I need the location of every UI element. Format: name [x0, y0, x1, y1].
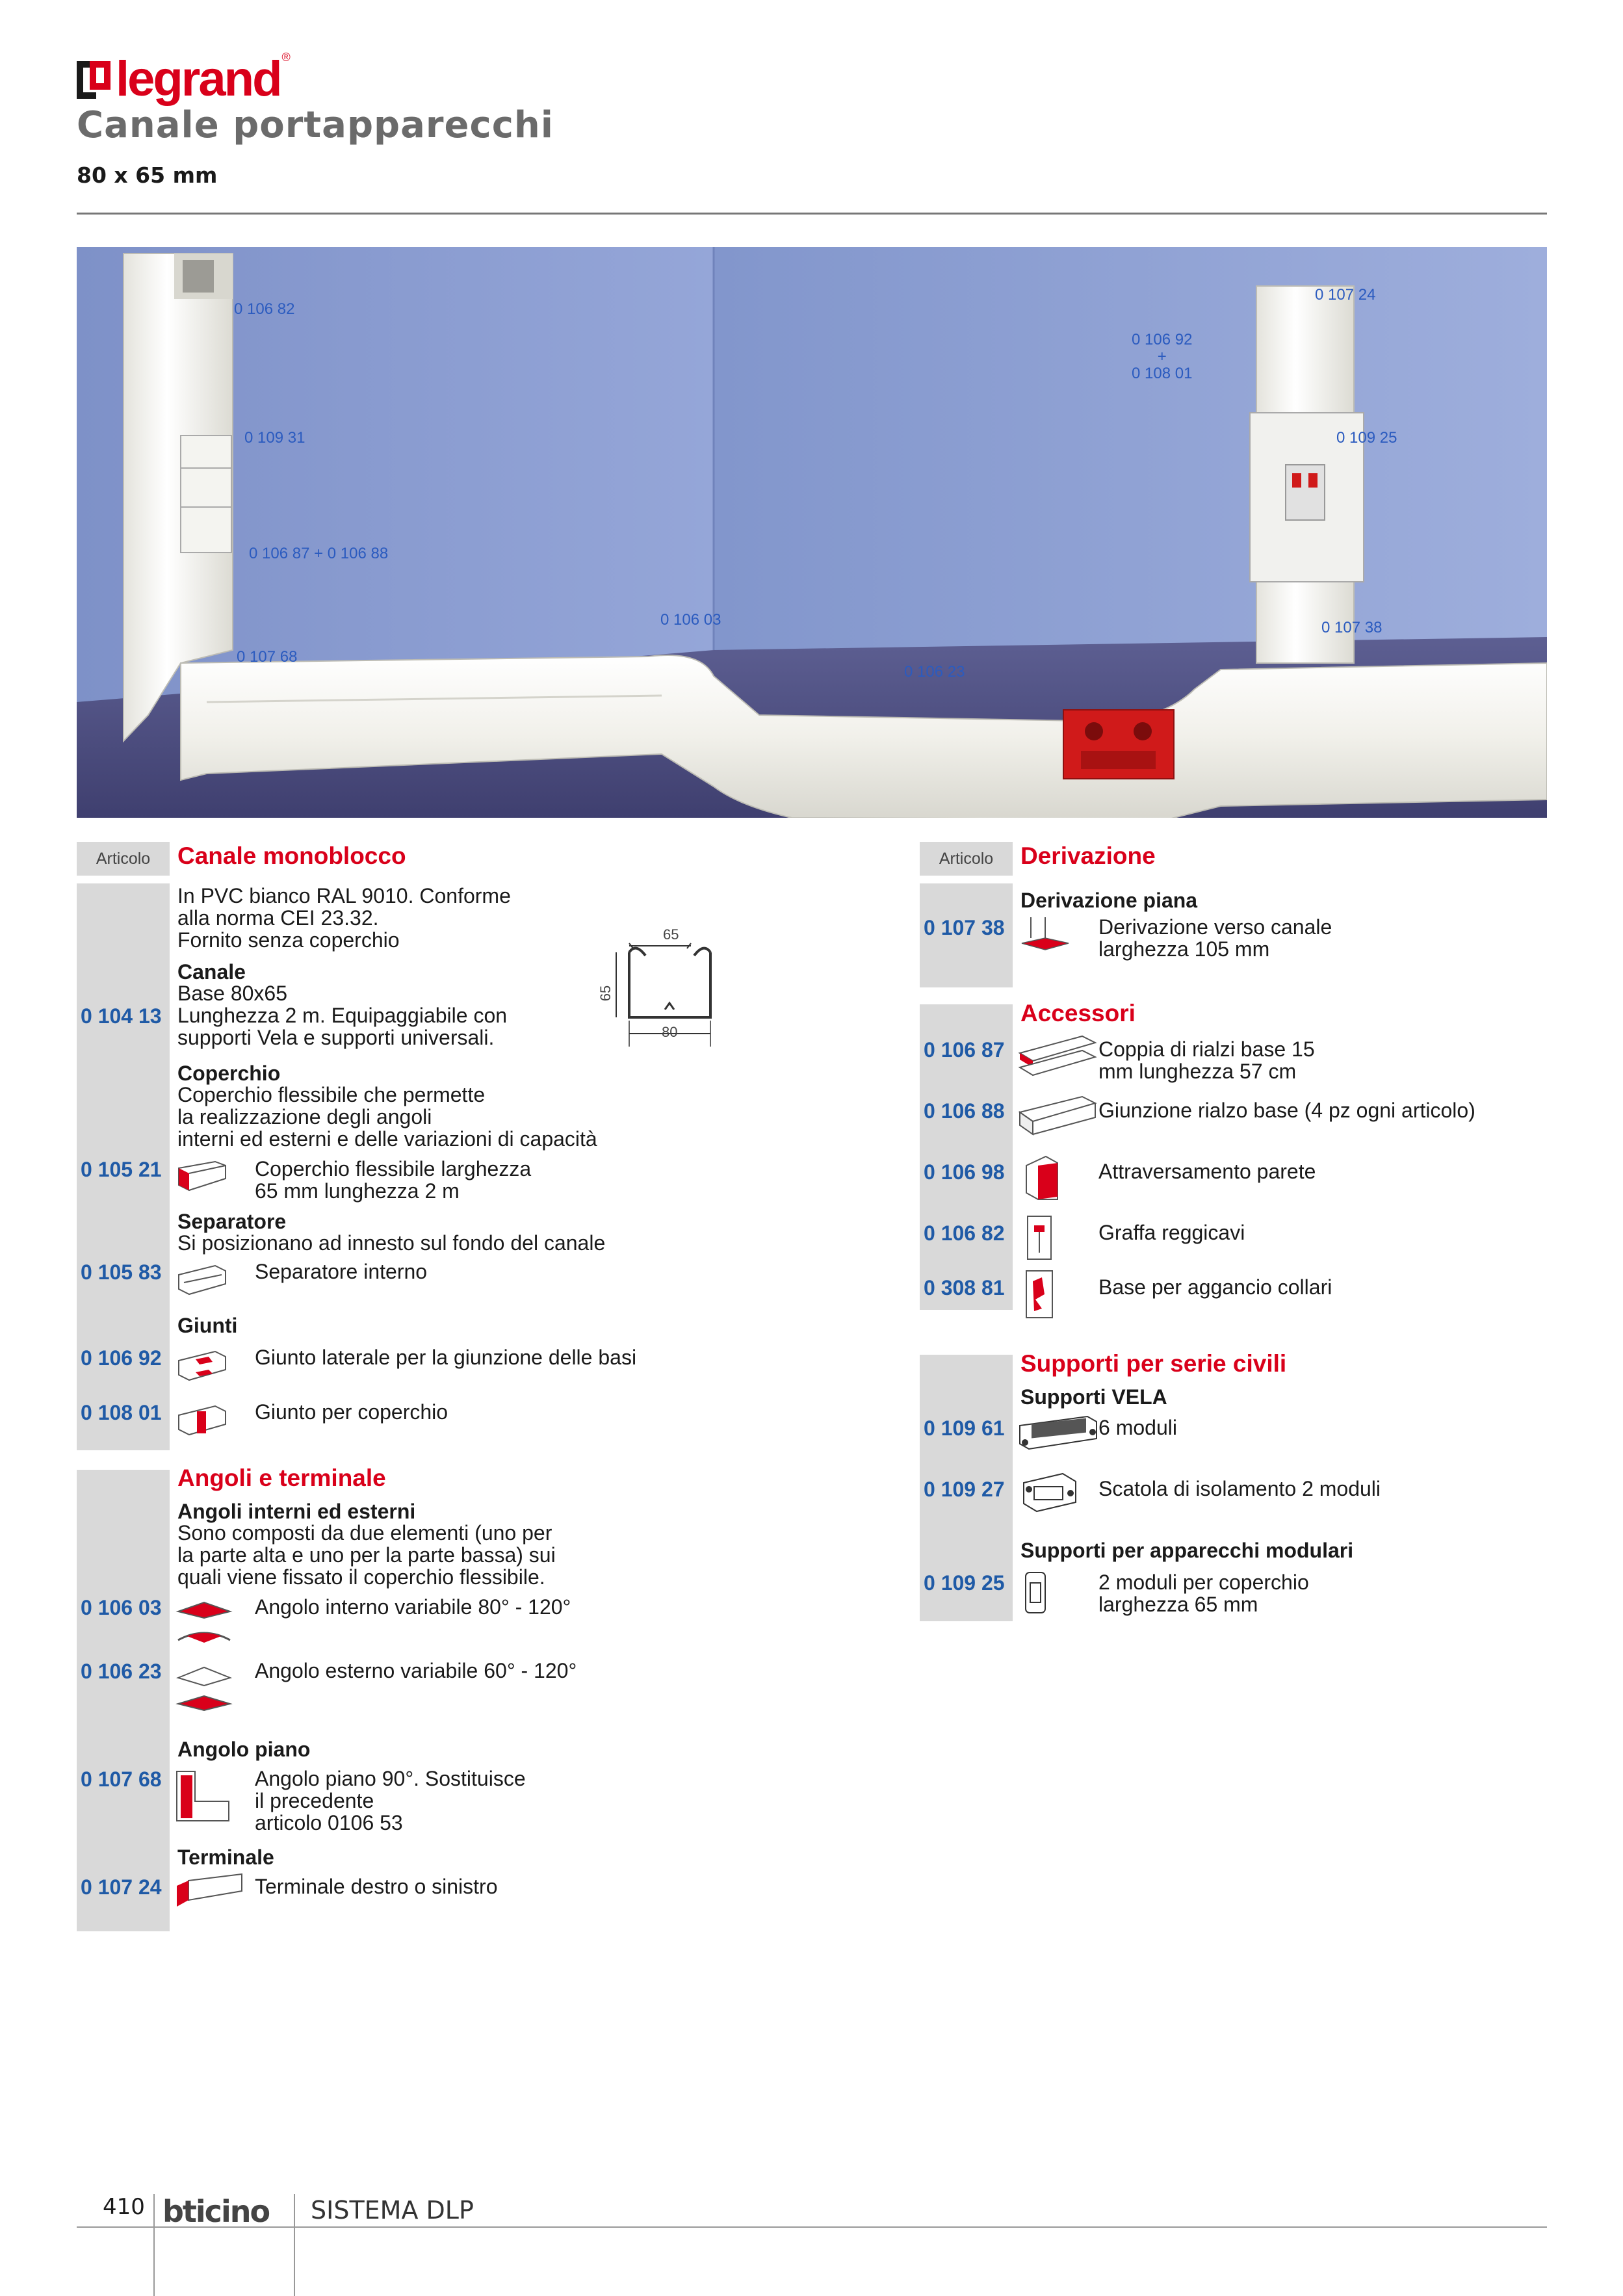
internal-corner-icon	[174, 1597, 236, 1649]
bticino-logo: bticino	[162, 2194, 270, 2229]
article-code: 0 105 21	[81, 1158, 162, 1181]
brand-name: legrand	[116, 51, 281, 107]
scene-label-stack: 0 106 92 + 0 108 01	[1132, 331, 1193, 382]
acc-item: Attraversamento parete	[1098, 1160, 1316, 1183]
article-code: 0 109 25	[924, 1571, 1005, 1595]
article-code: 0 106 87	[924, 1038, 1005, 1062]
giunti-item: Giunto laterale per la giunzione delle basi	[255, 1346, 637, 1369]
acc-item: Base per aggancio collari	[1098, 1275, 1332, 1299]
angoli-heading: Angoli interni ed esterni	[177, 1500, 416, 1523]
article-header: Articolo	[77, 842, 170, 876]
scene-label: 0 106 03	[660, 611, 721, 629]
external-corner-icon	[174, 1661, 236, 1713]
separator-icon	[176, 1262, 228, 1298]
footer-rule	[77, 2226, 1547, 2228]
acc-item: Giunzione rialzo base (4 pz ogni articolo)	[1098, 1099, 1475, 1122]
article-code: 0 107 38	[924, 916, 1005, 939]
terminale-item: Terminale destro o sinistro	[255, 1875, 498, 1898]
article-code: 0 106 98	[924, 1160, 1005, 1184]
der-desc: Derivazione verso canale larghezza 105 mm	[1098, 915, 1332, 961]
modular-support-icon	[1020, 1569, 1053, 1617]
piano-desc: Angolo piano 90°. Sostituisce il precedente articolo 0106 53	[255, 1767, 526, 1834]
der-heading: Derivazione piana	[1020, 889, 1198, 912]
canale-sub: Base 80x65	[177, 982, 288, 1005]
system-name: SISTEMA DLP	[311, 2196, 474, 2224]
section-title: Derivazione	[1020, 842, 1156, 869]
dim-base: 80	[662, 1024, 678, 1040]
page-title: Canale portapparecchi	[77, 104, 554, 146]
sup-item: Scatola di isolamento 2 moduli	[1098, 1477, 1381, 1500]
end-cap-icon	[174, 1873, 246, 1912]
legrand-logo	[77, 46, 291, 107]
vela-heading: Supporti VELA	[1020, 1385, 1167, 1409]
sup-item: 6 moduli	[1098, 1416, 1177, 1439]
coperchio-desc: Coperchio flessibile che permette la realizzazione degli angoli interni ed esterni e delle variazioni di capacità	[177, 1083, 597, 1151]
cover-joint-icon	[176, 1402, 228, 1441]
article-code: 0 308 81	[924, 1276, 1005, 1299]
angoli-desc: Sono composti da due elementi (uno per la parte alta e uno per la parte bassa) sui quali viene fissato il coperchio flessibile.	[177, 1521, 556, 1589]
separatore-item: Separatore interno	[255, 1260, 428, 1283]
angle-item: Angolo interno variabile 80° - 120°	[255, 1595, 571, 1619]
article-code: 0 105 83	[81, 1260, 162, 1284]
dim-width: 65	[663, 926, 679, 943]
article-code: 0 106 92	[81, 1346, 162, 1370]
article-header: Articolo	[920, 842, 1013, 876]
section-title: Accessori	[1020, 1000, 1136, 1026]
riser-joint-icon	[1017, 1094, 1098, 1140]
canale-heading: Canale	[177, 960, 246, 984]
giunti-item: Giunto per coperchio	[255, 1400, 448, 1424]
article-column-bar	[77, 1470, 170, 1931]
vela-support-icon	[1016, 1411, 1100, 1457]
scene-label: 0 106 23	[904, 663, 965, 681]
acc-item: Coppia di rialzi base 15 mm lunghezza 57 cm	[1098, 1037, 1315, 1083]
article-code: 0 106 88	[924, 1099, 1005, 1123]
article-code: 0 107 24	[81, 1875, 162, 1899]
installation-drawing	[77, 247, 1547, 818]
scene-label: 0 109 31	[244, 429, 305, 447]
wall-crossing-icon	[1022, 1154, 1061, 1203]
cover-icon	[176, 1159, 228, 1195]
article-code: 0 106 82	[924, 1221, 1005, 1245]
piano-heading: Angolo piano	[177, 1738, 311, 1761]
terminale-heading: Terminale	[177, 1846, 274, 1869]
scene-label: 0 107 24	[1315, 286, 1376, 304]
insulation-box-icon	[1017, 1470, 1082, 1515]
cable-clip-icon	[1024, 1214, 1056, 1262]
modular-heading: Supporti per apparecchi modulari	[1020, 1539, 1354, 1562]
footer-divider	[294, 2194, 295, 2296]
header-rule	[77, 213, 1547, 215]
intro-text: In PVC bianco RAL 9010. Conforme alla norma CEI 23.32. Fornito senza coperchio	[177, 884, 511, 952]
section-title: Supporti per serie civili	[1020, 1350, 1287, 1377]
article-code: 0 106 03	[81, 1596, 162, 1619]
article-code: 0 108 01	[81, 1401, 162, 1424]
coperchio-item: Coperchio flessibile larghezza 65 mm lunghezza 2 m	[255, 1157, 532, 1203]
section-title: Canale monoblocco	[177, 842, 406, 869]
registered-mark: ®	[281, 51, 291, 64]
profile-dimension-drawing	[597, 920, 792, 1053]
angle-item: Angolo esterno variabile 60° - 120°	[255, 1659, 577, 1682]
side-joint-icon	[176, 1348, 228, 1383]
separatore-desc: Si posizionano ad innesto sul fondo del canale	[177, 1231, 606, 1255]
page-number: 410	[103, 2194, 145, 2220]
separatore-heading: Separatore	[177, 1210, 287, 1233]
base-riser-icon	[1017, 1034, 1098, 1079]
footer-divider	[153, 2194, 155, 2296]
giunti-heading: Giunti	[177, 1314, 238, 1337]
section-title: Angoli e terminale	[177, 1465, 386, 1491]
canale-desc: Lunghezza 2 m. Equipaggiabile con supporti Vela e supporti universali.	[177, 1004, 508, 1049]
coperchio-heading: Coperchio	[177, 1062, 281, 1085]
branch-icon	[1019, 915, 1071, 954]
scene-label: 0 106 82	[234, 300, 295, 318]
acc-item: Graffa reggicavi	[1098, 1221, 1245, 1244]
dim-height: 65	[597, 985, 614, 1002]
article-code: 0 109 61	[924, 1416, 1005, 1440]
scene-label: 0 107 38	[1321, 619, 1383, 636]
modular-desc: 2 moduli per coperchio larghezza 65 mm	[1098, 1571, 1309, 1616]
article-code: 0 109 27	[924, 1478, 1005, 1501]
legrand-mark-icon	[77, 61, 110, 99]
scene-label: 0 109 25	[1336, 429, 1397, 447]
flat-corner-icon	[174, 1769, 233, 1827]
article-code: 0 106 23	[81, 1660, 162, 1683]
page-subtitle: 80 x 65 mm	[77, 163, 218, 188]
collar-base-icon	[1022, 1268, 1058, 1320]
scene-label: 0 106 87 + 0 106 88	[249, 545, 389, 562]
installation-illustration	[77, 247, 1547, 818]
scene-label: 0 107 68	[237, 648, 298, 666]
article-code: 0 107 68	[81, 1768, 162, 1791]
article-code: 0 104 13	[81, 1004, 162, 1028]
